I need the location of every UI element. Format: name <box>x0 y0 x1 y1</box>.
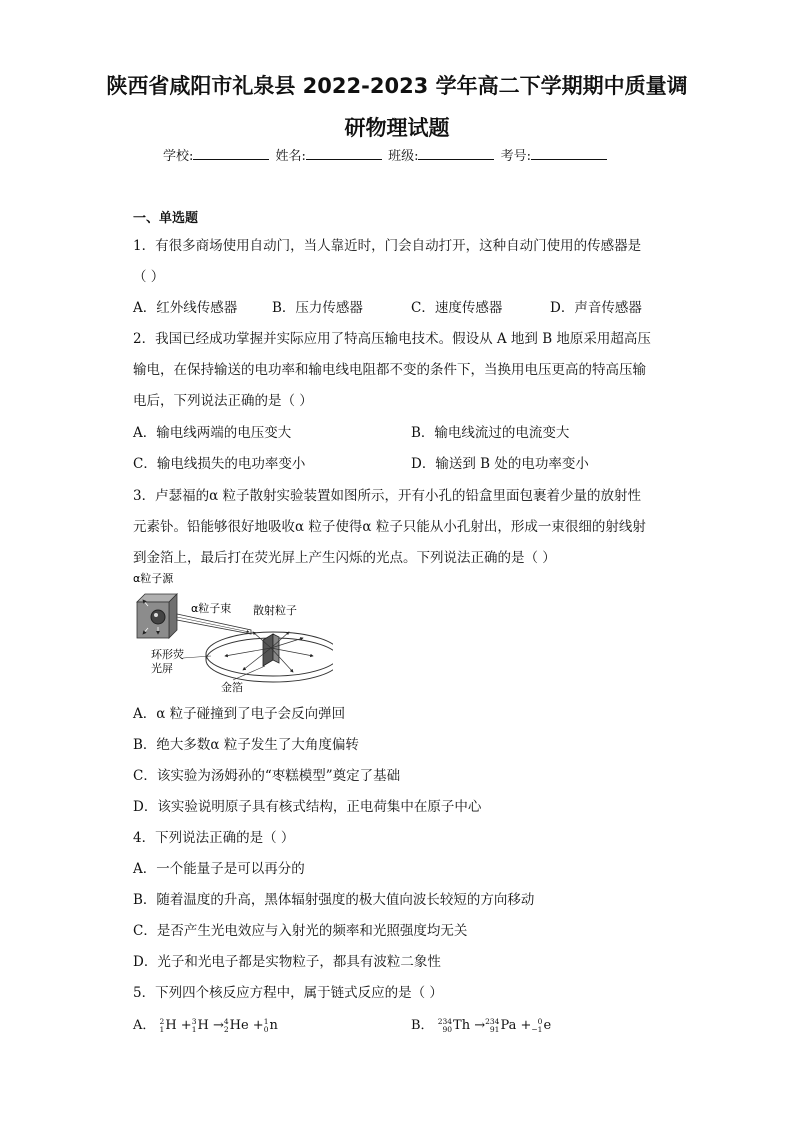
q3-line-2: 元素钋。铅能够很好地吸收α 粒子使得α 粒子只能从小孔射出，形成一束很细的射线射 <box>133 519 646 535</box>
rutherford-apparatus-figure <box>133 572 333 694</box>
q4-line-1: 4．下列说法正确的是（ ） <box>133 830 295 846</box>
name-blank <box>306 147 382 160</box>
label-alpha-beam: α粒子束 <box>191 602 232 615</box>
q3-option-b: B．绝大多数α 粒子发生了大角度偏转 <box>133 737 359 753</box>
exam-title-line-2: 研物理试题 <box>344 116 450 140</box>
q5-option-b: B． 234 90 Th → 234 91 Pa + 0 −1 e <box>411 1016 552 1034</box>
q4-option-d: D．光子和光电子都是实物粒子，都具有波粒二象性 <box>133 954 441 970</box>
q2-option-d: D．输送到 B 处的电功率变小 <box>411 456 589 472</box>
q3-option-a: A．α 粒子碰撞到了电子会反向弹回 <box>133 706 346 722</box>
label-alpha-source: α粒子源 <box>133 572 174 585</box>
exam-title-line-1: 陕西省咸阳市礼泉县 2022-2023 学年高二下学期期中质量调 <box>106 74 688 98</box>
q5-line-1: 5．下列四个核反应方程中，属于链式反应的是（ ） <box>133 985 443 1001</box>
q1-option-a: A．红外线传感器 <box>133 300 238 316</box>
q3-line-3: 到金箔上，最后打在荧光屏上产生闪烁的光点。下列说法正确的是（ ） <box>133 550 556 566</box>
lead-box <box>137 594 177 638</box>
q5-option-a: A． 2 1 H + 3 1 H → 4 2 He + 1 0 n <box>133 1016 278 1034</box>
q4-option-a: A．一个能量子是可以再分的 <box>133 861 305 877</box>
label-gold-foil: 金箔 <box>221 681 243 694</box>
label-screen-line-2: 光屏 <box>151 662 173 675</box>
exam-number-blank <box>531 147 607 160</box>
q4-option-b: B．随着温度的升高，黑体辐射强度的极大值向波长较短的方向移动 <box>133 892 535 908</box>
q1-option-b: B．压力传感器 <box>272 300 363 316</box>
q4-option-c: C．是否产生光电效应与入射光的频率和光照强度均无关 <box>133 923 468 939</box>
school-blank <box>193 147 269 160</box>
alpha-beam <box>177 614 251 634</box>
student-info-row <box>163 145 609 164</box>
label-scattered: 散射粒子 <box>253 604 297 617</box>
name-label: 姓名: <box>275 149 306 164</box>
q1-line-1: 1．有很多商场使用自动门，当人靠近时，门会自动打开，这种自动门使用的传感器是 <box>133 238 642 254</box>
class-blank <box>418 147 494 160</box>
q2-line-2: 输电，在保持输送的电功率和输电线电阻都不变的条件下，当换用电压更高的特高压输 <box>133 362 646 378</box>
q5-option-b-label: B． <box>411 1018 434 1033</box>
q5-option-a-label: A． <box>133 1018 156 1033</box>
q1-option-d: D．声音传感器 <box>550 300 642 316</box>
exam-number-label: 考号: <box>500 149 531 164</box>
q1-option-c: C．速度传感器 <box>411 300 503 316</box>
q3-option-c: C．该实验为汤姆孙的“枣糕模型”奠定了基础 <box>133 768 401 784</box>
q1-line-2: （ ） <box>133 269 165 285</box>
q3-line-1: 3．卢瑟福的α 粒子散射实验装置如图所示，开有小孔的铅盒里面包裹着少量的放射性 <box>133 488 641 504</box>
school-label: 学校: <box>163 149 194 164</box>
gold-foil <box>263 634 279 666</box>
class-label: 班级: <box>388 149 419 164</box>
q2-option-c: C．输电线损失的电功率变小 <box>133 456 306 472</box>
section-title: 一、单选题 <box>133 211 199 226</box>
q2-option-a: A．输电线两端的电压变大 <box>133 425 292 441</box>
q2-line-1: 2．我国已经成功掌握并实际应用了特高压输电技术。假设从 A 地到 B 地原采用超高压 <box>133 331 651 347</box>
q2-line-3: 电后，下列说法正确的是（ ） <box>133 393 313 409</box>
q2-option-b: B．输电线流过的电流变大 <box>411 425 570 441</box>
label-screen-line-1: 环形荧 <box>151 648 184 661</box>
q3-option-d: D．该实验说明原子具有核式结构，正电荷集中在原子中心 <box>133 799 482 815</box>
